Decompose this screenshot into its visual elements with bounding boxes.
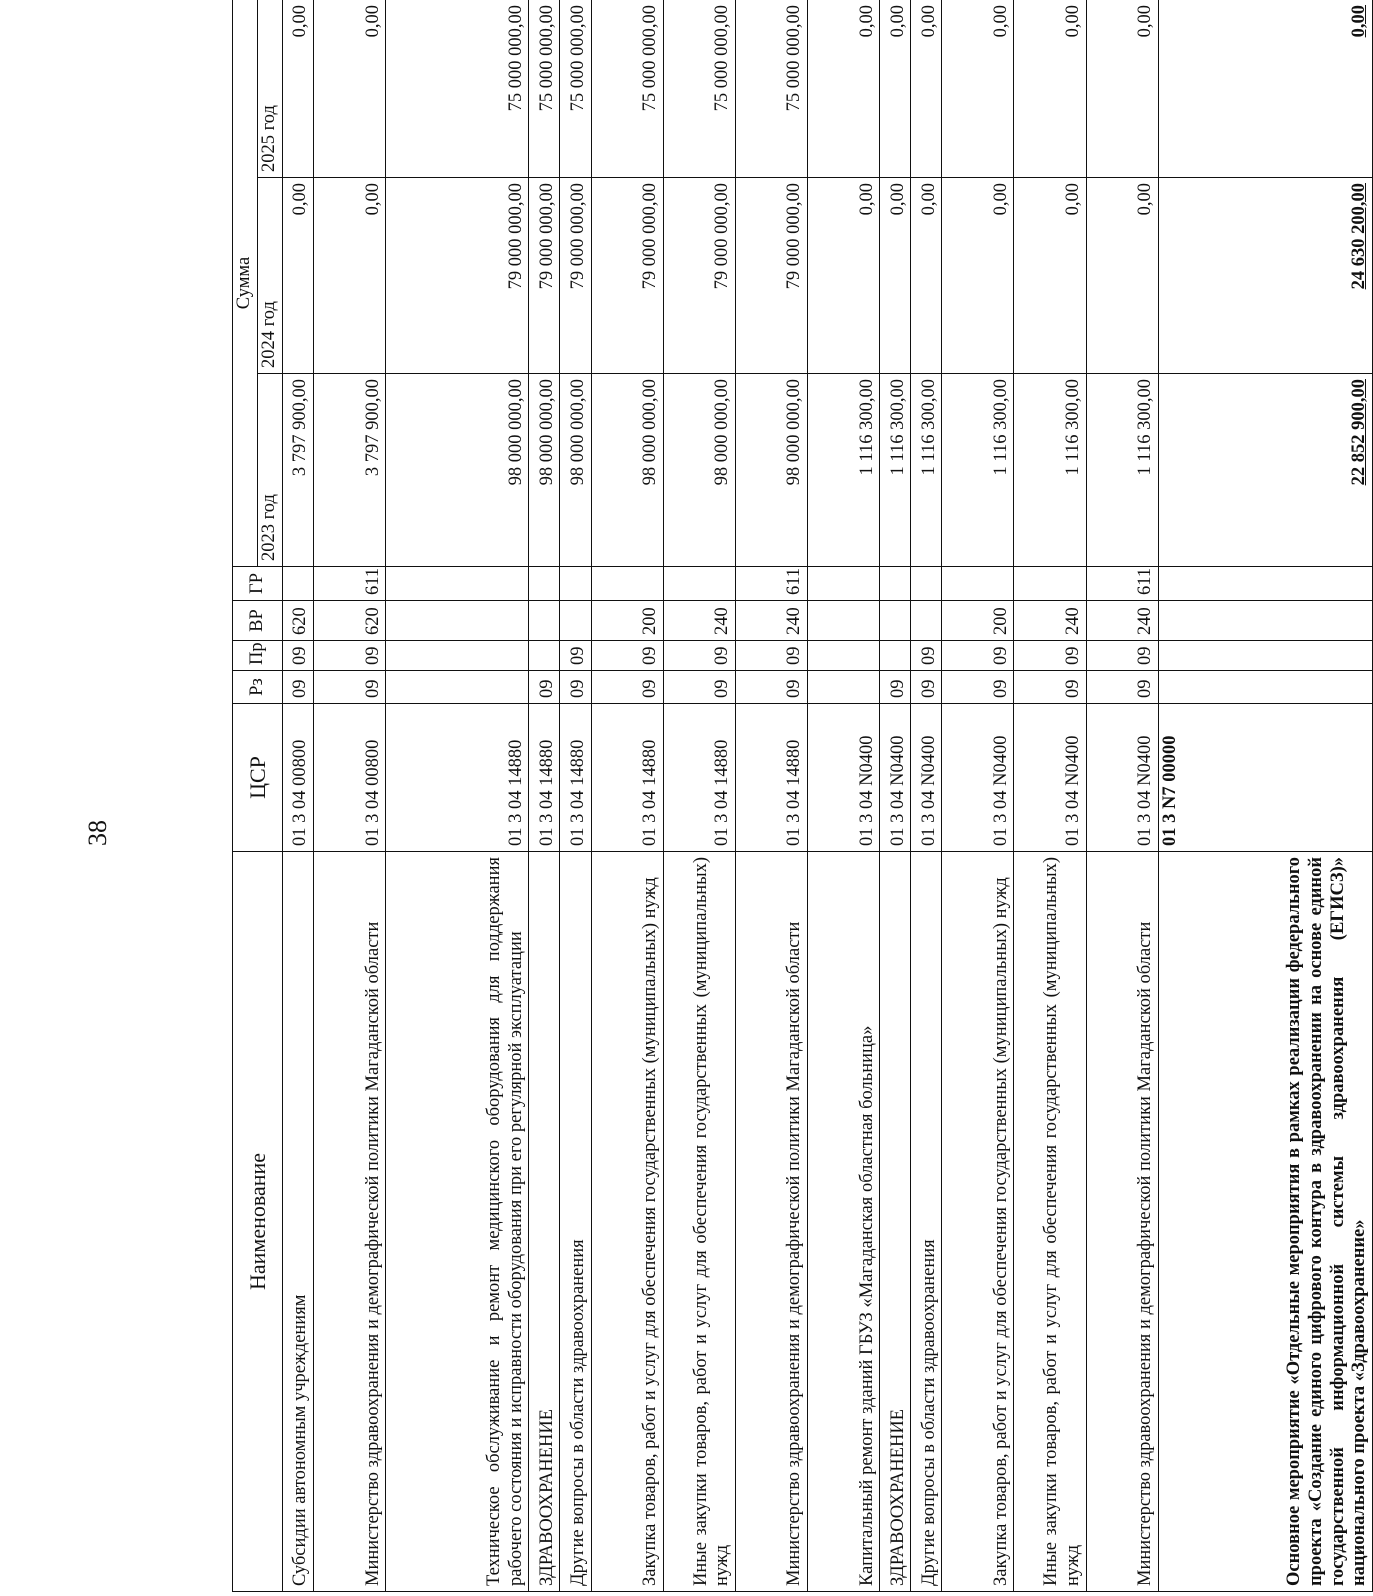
row-gr: [560, 567, 591, 601]
row-name: ЗДРАВООХРАНЕНИЕ: [529, 852, 560, 1592]
row-rz: 09: [942, 671, 1014, 704]
row-amount-2024: 79 000 000,00: [663, 178, 735, 374]
row-rz: 09: [663, 671, 735, 704]
row-amount-2023: 1 116 300,00: [1014, 374, 1086, 567]
row-pr: [880, 641, 911, 671]
row-name: Иные закупки товаров, работ и услуг для обеспечения государственных (муниципальных) нужд: [1014, 852, 1086, 1592]
table-row: [591, 0, 663, 1592]
row-pr: 09: [735, 641, 807, 671]
table-row: [942, 0, 1014, 1592]
row-gr: [663, 567, 735, 601]
row-amount-2023: 1 116 300,00: [1086, 374, 1158, 567]
row-amount-2024: 0,00: [1086, 178, 1158, 374]
row-amount-2025: 0,00: [911, 0, 942, 178]
row-csr: 01 3 N7 00000: [1158, 704, 1372, 852]
row-vr: [1158, 601, 1372, 641]
row-vr: 240: [1086, 601, 1158, 641]
row-gr: [880, 567, 911, 601]
row-pr: 09: [1014, 641, 1086, 671]
row-pr: [529, 641, 560, 671]
row-gr: [942, 567, 1014, 601]
row-vr: [807, 601, 879, 641]
row-rz: 09: [314, 671, 386, 704]
row-name: Министерство здравоохранения и демографической политики Магаданской области: [314, 852, 386, 1592]
row-csr: 01 3 04 N0400: [880, 704, 911, 852]
row-amount-2023: 98 000 000,00: [735, 374, 807, 567]
row-gr: 611: [314, 567, 386, 601]
header-vr: ВР: [233, 601, 283, 641]
row-rz: [386, 671, 529, 704]
row-name: ЗДРАВООХРАНЕНИЕ: [880, 852, 911, 1592]
row-amount-2025: 75 000 000,00: [735, 0, 807, 178]
row-amount-2025: 75 000 000,00: [386, 0, 529, 178]
row-amount-2025: 0,00: [283, 0, 314, 178]
row-rz: 09: [591, 671, 663, 704]
row-amount-2024: 79 000 000,00: [591, 178, 663, 374]
row-amount-2024: 0,00: [911, 178, 942, 374]
row-name: Капитальный ремонт зданий ГБУЗ «Магаданская областная больница»: [807, 852, 879, 1592]
row-rz: 09: [560, 671, 591, 704]
row-pr: [386, 641, 529, 671]
row-name: Министерство здравоохранения и демографической политики Магаданской области: [735, 852, 807, 1592]
header-year-2023: 2023 год: [258, 374, 283, 567]
row-name: Техническое обслуживание и ремонт медицинского оборудования для поддержания рабочего состояния и исправности оборудования при его регулярной эксплуатации: [386, 852, 529, 1592]
row-vr: 620: [314, 601, 386, 641]
row-rz: 09: [735, 671, 807, 704]
table-row: [1014, 0, 1086, 1592]
row-pr: [807, 641, 879, 671]
row-name: Закупка товаров, работ и услуг для обеспечения государственных (муниципальных) нужд: [942, 852, 1014, 1592]
row-gr: [807, 567, 879, 601]
table-row: [529, 0, 560, 1592]
row-amount-2024: 0,00: [283, 178, 314, 374]
row-csr: 01 3 04 14880: [735, 704, 807, 852]
row-pr: 09: [560, 641, 591, 671]
row-csr: 01 3 04 14880: [529, 704, 560, 852]
row-amount-2024: 0,00: [880, 178, 911, 374]
row-rz: [1158, 671, 1372, 704]
table-body: [283, 0, 1373, 1592]
row-csr: 01 3 04 14880: [591, 704, 663, 852]
row-gr: 611: [735, 567, 807, 601]
row-name: Основное мероприятие «Отдельные мероприятия в рамках реализации федерального проекта «Создание единого цифрового контура в здравоохранении на основе единой государственной информационной системы здравоохранения (ЕГИСЗ)» национального проекта «Здравоохранение»: [1158, 852, 1372, 1592]
row-rz: 09: [880, 671, 911, 704]
row-vr: 240: [663, 601, 735, 641]
table-row: [807, 0, 879, 1592]
row-name: Субсидии автономным учреждениям: [283, 852, 314, 1592]
row-pr: 09: [283, 641, 314, 671]
row-vr: 240: [1014, 601, 1086, 641]
row-csr: 01 3 04 N0400: [807, 704, 879, 852]
table-row: [880, 0, 911, 1592]
row-gr: [386, 567, 529, 601]
row-amount-2024: 0,00: [942, 178, 1014, 374]
row-vr: 200: [942, 601, 1014, 641]
row-rz: 09: [529, 671, 560, 704]
row-csr: 01 3 04 14880: [663, 704, 735, 852]
row-gr: [1014, 567, 1086, 601]
row-gr: 611: [1086, 567, 1158, 601]
row-vr: [386, 601, 529, 641]
budget-table: [232, 0, 1373, 1592]
row-amount-2023: 98 000 000,00: [529, 374, 560, 567]
row-gr: [283, 567, 314, 601]
row-pr: 09: [314, 641, 386, 671]
row-vr: 620: [283, 601, 314, 641]
row-pr: 09: [911, 641, 942, 671]
row-vr: [529, 601, 560, 641]
row-csr: 01 3 04 N0400: [1014, 704, 1086, 852]
table-row: [314, 0, 386, 1592]
row-csr: 01 3 04 00800: [314, 704, 386, 852]
row-amount-2023: 1 116 300,00: [807, 374, 879, 567]
table-row: [911, 0, 942, 1592]
row-amount-2025: 75 000 000,00: [663, 0, 735, 178]
row-amount-2025: 75 000 000,00: [529, 0, 560, 178]
row-name: Закупка товаров, работ и услуг для обеспечения государственных (муниципальных) нужд: [591, 852, 663, 1592]
row-gr: [1158, 567, 1372, 601]
header-rz: Рз: [233, 671, 283, 704]
row-csr: 01 3 04 00800: [283, 704, 314, 852]
row-amount-2024: 79 000 000,00: [386, 178, 529, 374]
row-amount-2025: 0,00: [807, 0, 879, 178]
row-rz: 09: [1086, 671, 1158, 704]
row-pr: 09: [591, 641, 663, 671]
row-amount-2024: 79 000 000,00: [735, 178, 807, 374]
row-amount-2023: 1 116 300,00: [911, 374, 942, 567]
row-amount-2025: 75 000 000,00: [591, 0, 663, 178]
row-csr: 01 3 04 N0400: [942, 704, 1014, 852]
row-pr: 09: [942, 641, 1014, 671]
row-gr: [529, 567, 560, 601]
row-amount-2023: 22 852 900,00: [1158, 374, 1372, 567]
row-vr: 240: [735, 601, 807, 641]
row-vr: [911, 601, 942, 641]
row-gr: [911, 567, 942, 601]
row-csr: 01 3 04 N0400: [1086, 704, 1158, 852]
header-sum: Сумма: [233, 0, 258, 567]
row-amount-2024: 0,00: [314, 178, 386, 374]
row-vr: 200: [591, 601, 663, 641]
row-pr: [1158, 641, 1372, 671]
row-csr: 01 3 04 14880: [560, 704, 591, 852]
row-amount-2025: 0,00: [1014, 0, 1086, 178]
row-amount-2024: 24 630 200,00: [1158, 178, 1372, 374]
row-csr: 01 3 04 14880: [386, 704, 529, 852]
row-gr: [591, 567, 663, 601]
row-amount-2025: 75 000 000,00: [560, 0, 591, 178]
row-amount-2025: 0,00: [942, 0, 1014, 178]
header-name: Наименование: [233, 852, 283, 1592]
table-row: [283, 0, 314, 1592]
row-pr: 09: [663, 641, 735, 671]
row-vr: [560, 601, 591, 641]
row-amount-2023: 98 000 000,00: [560, 374, 591, 567]
row-amount-2024: 0,00: [1014, 178, 1086, 374]
row-name: Другие вопросы в области здравоохранения: [560, 852, 591, 1592]
row-name: Другие вопросы в области здравоохранения: [911, 852, 942, 1592]
row-name: Министерство здравоохранения и демографической политики Магаданской области: [1086, 852, 1158, 1592]
row-amount-2025: 0,00: [314, 0, 386, 178]
row-amount-2023: 3 797 900,00: [314, 374, 386, 567]
table-row: [1158, 0, 1372, 1592]
row-amount-2023: 3 797 900,00: [283, 374, 314, 567]
row-amount-2025: 0,00: [1086, 0, 1158, 178]
row-amount-2023: 1 116 300,00: [942, 374, 1014, 567]
row-amount-2023: 98 000 000,00: [591, 374, 663, 567]
header-csr: ЦСР: [233, 704, 283, 852]
row-amount-2025: 0,00: [1158, 0, 1372, 178]
table-row: [663, 0, 735, 1592]
header-pr: Пр: [233, 641, 283, 671]
table-row: [560, 0, 591, 1592]
row-amount-2023: 98 000 000,00: [386, 374, 529, 567]
row-csr: 01 3 04 N0400: [911, 704, 942, 852]
row-name: Иные закупки товаров, работ и услуг для обеспечения государственных (муниципальных) нужд: [663, 852, 735, 1592]
row-vr: [880, 601, 911, 641]
header-gr: ГР: [233, 567, 283, 601]
table-row: [735, 0, 807, 1592]
table-row: [386, 0, 529, 1592]
page-number: 38: [83, 820, 112, 846]
header-year-2024: 2024 год: [258, 178, 283, 374]
row-rz: [807, 671, 879, 704]
row-amount-2024: 0,00: [807, 178, 879, 374]
row-amount-2025: 0,00: [880, 0, 911, 178]
header-year-2025: 2025 год: [258, 0, 283, 178]
row-amount-2023: 1 116 300,00: [880, 374, 911, 567]
row-pr: 09: [1086, 641, 1158, 671]
row-rz: 09: [1014, 671, 1086, 704]
row-amount-2023: 98 000 000,00: [663, 374, 735, 567]
table-row: [1086, 0, 1158, 1592]
row-amount-2024: 79 000 000,00: [560, 178, 591, 374]
row-rz: 09: [911, 671, 942, 704]
row-rz: 09: [283, 671, 314, 704]
rotated-page-content: [232, 0, 1372, 1592]
row-amount-2024: 79 000 000,00: [529, 178, 560, 374]
